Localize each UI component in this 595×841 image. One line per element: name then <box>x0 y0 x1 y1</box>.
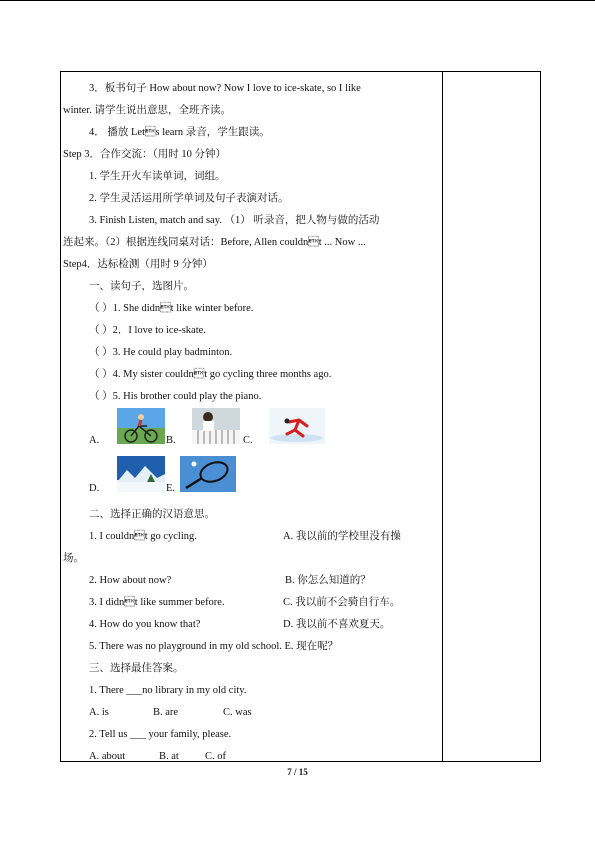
exercise-3-q1-option-a: A. is <box>89 707 109 718</box>
exercise-2-option-a-cont: 场。 <box>63 553 84 564</box>
step3-item-1: 1. 学生开火车读单词，词组。 <box>89 171 226 182</box>
exercise-1-item-2: （ ）2．I love to ice-skate. <box>89 325 206 336</box>
board-sentence-line: 3．板书句子 How about now? Now I love to ice-skate, so I like <box>89 83 361 94</box>
exercise-2-option-a: A. 我以前的学校里没有操 <box>283 531 401 542</box>
page-number: 7 / 15 <box>287 767 308 777</box>
exercise-2-item-4: 4. How do you know that? <box>89 619 201 630</box>
picture-label-a: A. <box>89 435 100 446</box>
picture-label-d: D. <box>89 483 100 494</box>
picture-label-c: C. <box>243 435 253 446</box>
exercise-3-q2-option-a: A. about <box>89 751 126 762</box>
exercise-3-q1-option-b: B. are <box>153 707 179 718</box>
exercise-1-item-4: （ ）4. My sister couldnt go cycling three months ago. <box>89 369 332 380</box>
exercise-2-option-c: C. 我以前不会骑自行车。 <box>283 597 401 608</box>
lesson-table <box>60 71 541 762</box>
play-recording-line: 4． 播放 Lets learn 录音，学生跟读。 <box>89 127 270 138</box>
exercise-2-item-3: 3. I didnt like summer before. <box>89 597 225 608</box>
step3-item-2: 2. 学生灵活运用所学单词及句子表演对话。 <box>89 193 289 204</box>
exercise-2-item-2: 2. How about now? <box>89 575 172 586</box>
column-divider <box>442 72 443 761</box>
picture-label-e: E. <box>166 483 176 494</box>
exercise-2-option-b: B. 你怎么知道的？ <box>285 575 371 586</box>
lesson-content-cell <box>61 72 442 761</box>
exercise-3-question-2: 2. Tell us ___ your family, please. <box>89 729 232 740</box>
section-3-heading: 三、选择最佳答案。 <box>89 663 184 674</box>
board-sentence-line-2: winter. 请学生说出意思，全班齐读。 <box>63 105 231 116</box>
exercise-3-q1-option-c: C. was <box>223 707 252 718</box>
badminton-picture <box>180 456 236 492</box>
exercise-2-option-d: D. 我以前不喜欢夏天。 <box>283 619 391 630</box>
step3-item-3: 3. Finish Listen, match and say. （1） 听录音，把人物与做的活动 <box>89 215 380 226</box>
exercise-3-q2-option-b: B. at <box>159 751 179 762</box>
exercise-1-item-5: （ ）5. His brother could play the piano. <box>89 391 262 402</box>
piano-picture <box>192 408 240 444</box>
cycling-picture <box>117 408 165 444</box>
section-2-heading: 二、选择正确的汉语意思。 <box>89 509 215 520</box>
winter-picture <box>117 456 165 492</box>
step3-heading: Step 3．合作交流：（用时 10 分钟） <box>63 149 227 160</box>
picture-label-b: B. <box>166 435 176 446</box>
exercise-2-item-1: 1. I couldnt go cycling. <box>89 531 197 542</box>
step3-item-3-cont: 连起来。（2）根据连线同桌对话：Before, Allen couldnt ... Now ... <box>63 237 366 248</box>
exercise-3-question-1: 1. There ___no library in my old city. <box>89 685 247 696</box>
page-top-rule <box>0 0 595 1</box>
section-1-heading: 一、读句子，选图片。 <box>89 281 194 292</box>
exercise-1-item-3: （ ）3. He could play badminton. <box>89 347 233 358</box>
exercise-1-item-1: （ ）1. She didnt like winter before. <box>89 303 254 314</box>
step4-heading: Step4．达标检测（用时 9 分钟） <box>63 259 213 270</box>
exercise-3-q2-option-c: C. of <box>205 751 226 762</box>
exercise-2-item-5: 5. There was no playground in my old school. E. 现在呢？ <box>89 641 339 652</box>
ice-skating-picture <box>269 408 325 444</box>
